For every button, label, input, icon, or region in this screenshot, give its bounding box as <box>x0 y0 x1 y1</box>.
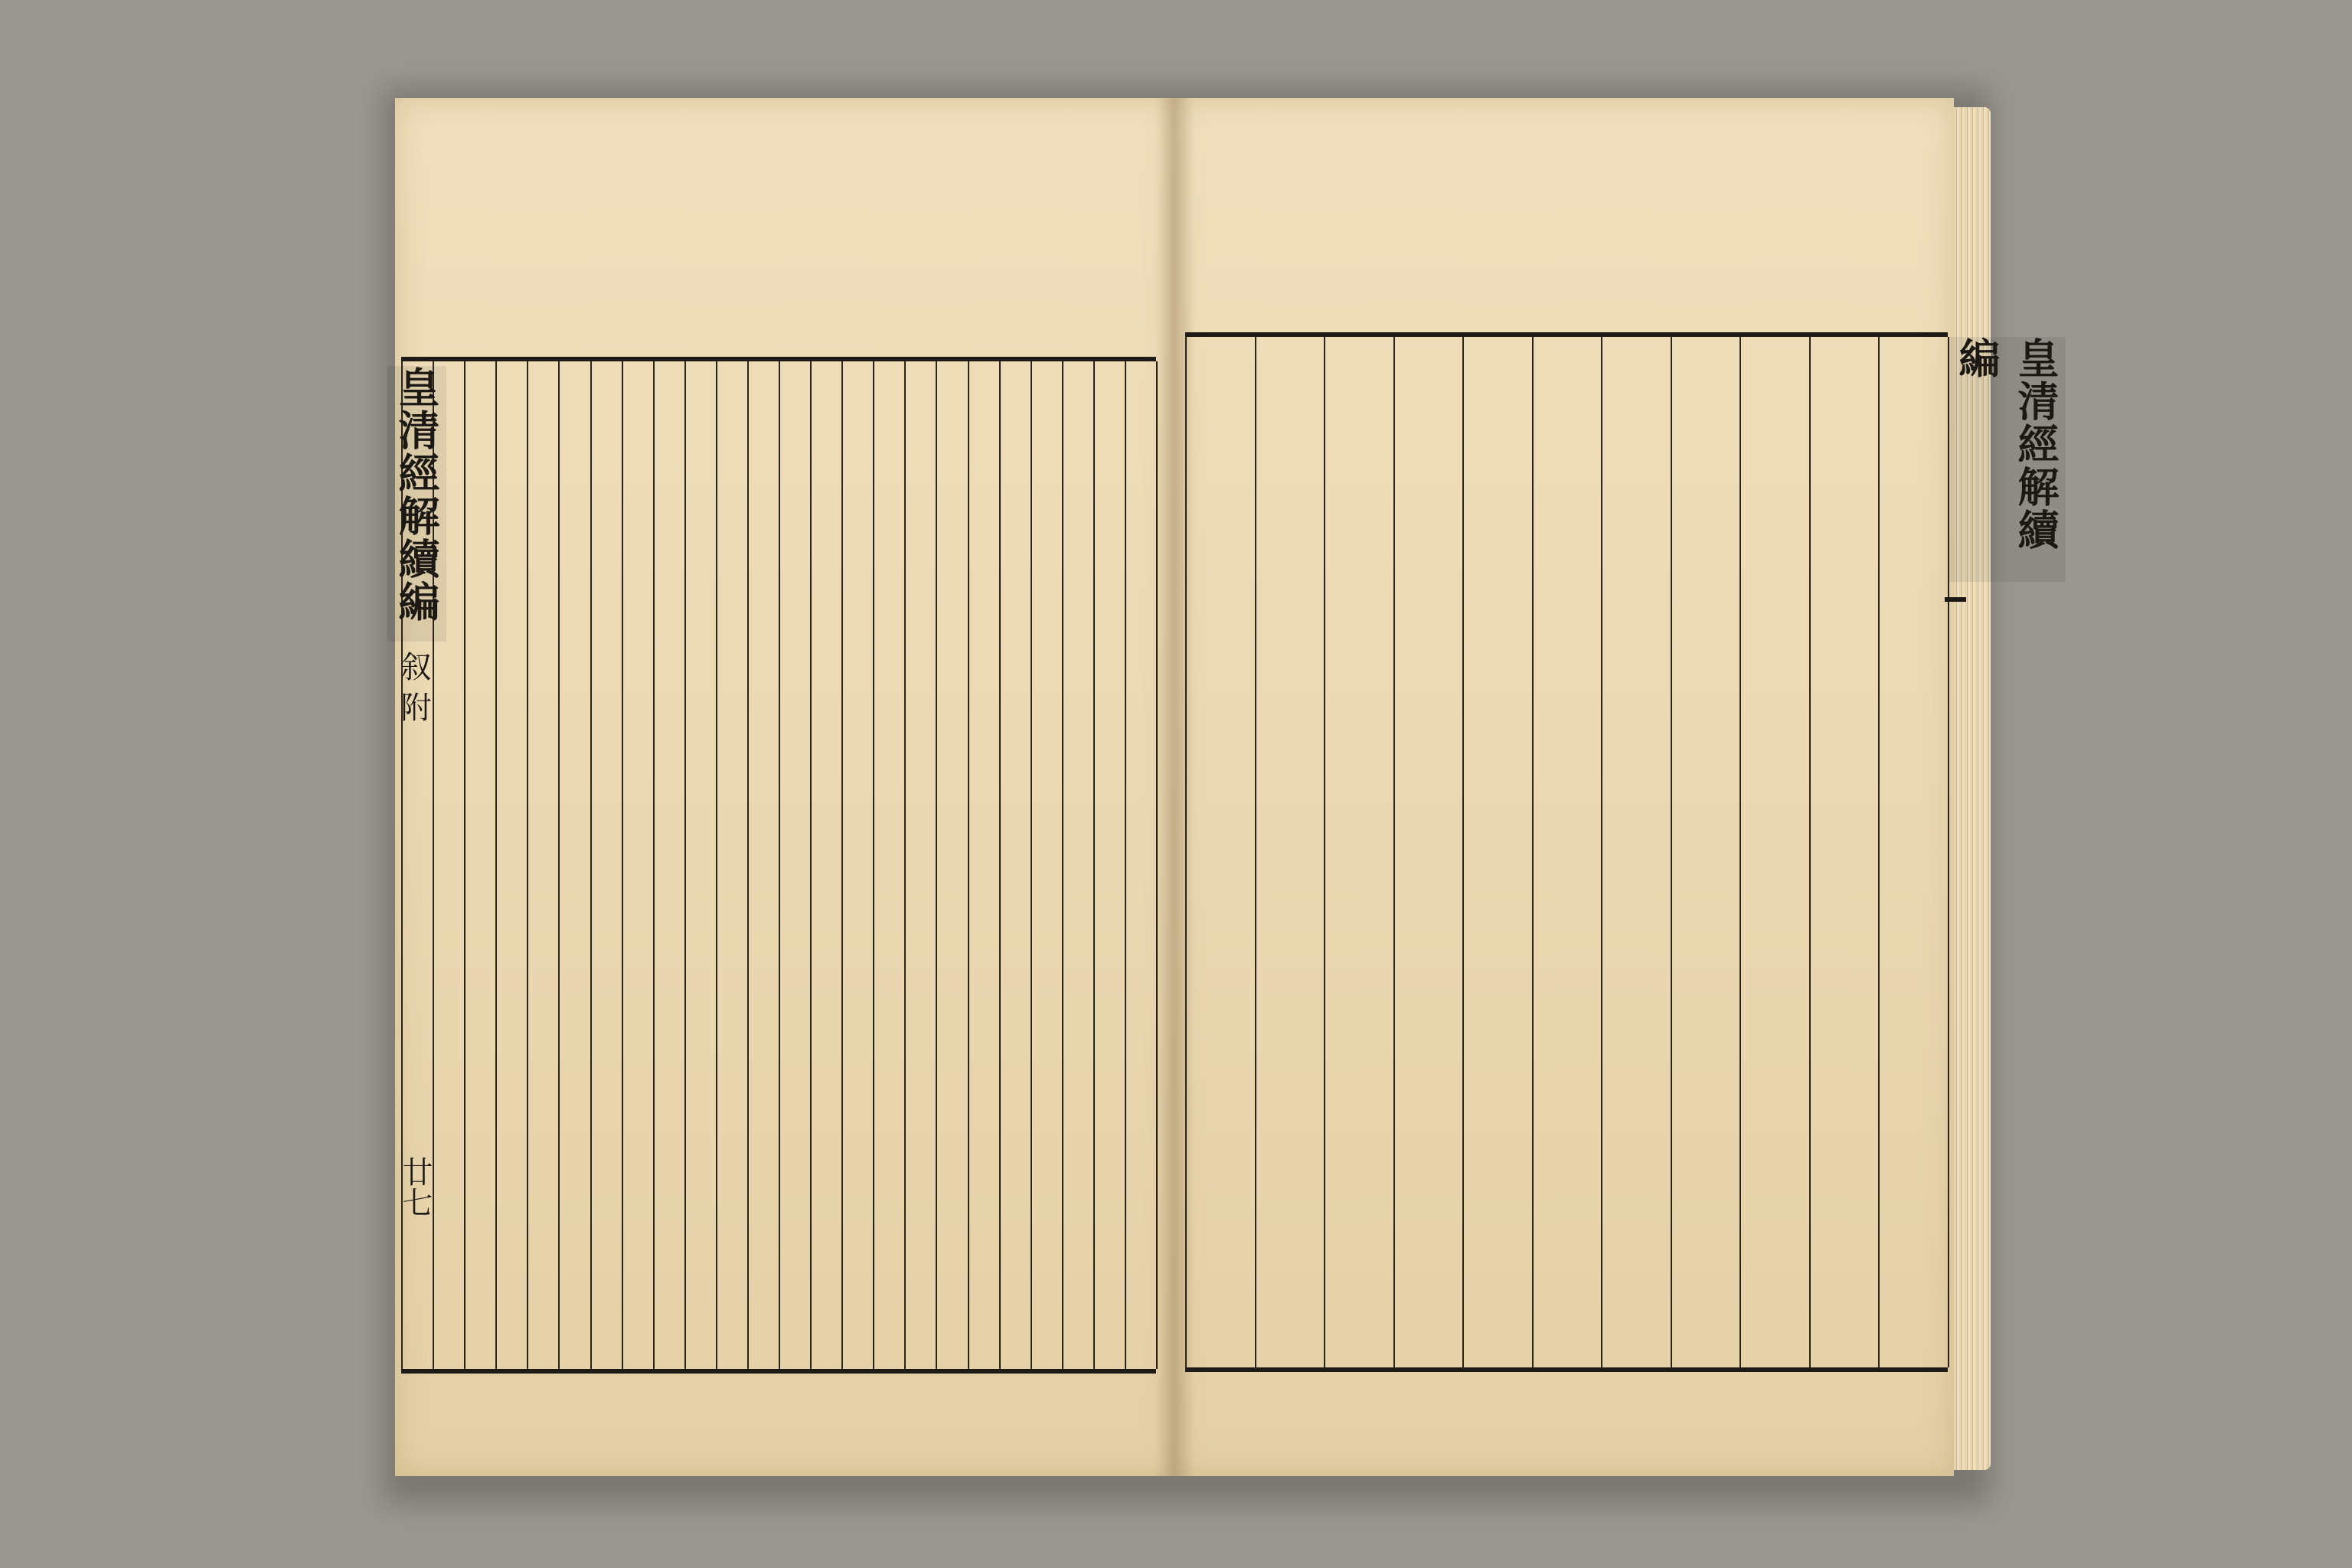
left-text-column <box>531 372 554 1358</box>
left-text-column <box>563 372 585 1358</box>
left-text-frame <box>401 357 1156 1374</box>
left-text-column <box>1035 372 1057 1358</box>
left-text-column <box>1098 372 1120 1358</box>
right-column-rule <box>1601 337 1602 1367</box>
right-text-column <box>1606 348 1666 1357</box>
right-text-frame <box>1185 332 1948 1372</box>
right-text-column <box>1398 348 1459 1357</box>
left-text-column <box>1129 372 1152 1358</box>
left-column-rule <box>873 361 874 1369</box>
faded-mark <box>1132 130 1223 176</box>
right-running-title: 皇清經解續編 <box>1948 337 2066 582</box>
right-column-rule <box>1324 337 1325 1367</box>
right-text-column <box>1190 348 1250 1357</box>
left-column-rule <box>1062 361 1063 1369</box>
left-column-rule <box>684 361 686 1369</box>
right-column-rule <box>1878 337 1880 1367</box>
left-text-column <box>689 372 711 1358</box>
left-text-column <box>752 372 774 1358</box>
right-text-column <box>1883 348 1943 1357</box>
left-column-rule <box>810 361 812 1369</box>
left-folio: 廿七 <box>397 1156 433 1217</box>
page-edge-stack <box>1954 107 1991 1470</box>
left-text-column <box>940 372 962 1358</box>
left-column-rule <box>779 361 780 1369</box>
left-column-rule <box>1093 361 1095 1369</box>
right-column-rule <box>1462 337 1464 1367</box>
right-column-rule <box>1532 337 1534 1367</box>
left-section-mark: 叙 附 <box>396 651 431 722</box>
left-column-rule <box>999 361 1001 1369</box>
right-text-column <box>1814 348 1874 1357</box>
left-column-rule <box>936 361 937 1369</box>
left-text-column <box>658 372 680 1358</box>
left-column-rule <box>558 361 560 1369</box>
left-text-column <box>720 372 743 1358</box>
left-column-rule <box>527 361 528 1369</box>
right-column-rule <box>1809 337 1811 1367</box>
left-column-rule <box>747 361 749 1369</box>
left-text-column <box>1067 372 1089 1358</box>
left-column-rule <box>622 361 623 1369</box>
left-text-column <box>783 372 805 1358</box>
left-text-column <box>626 372 648 1358</box>
right-text-column <box>1328 348 1389 1357</box>
fold-mark <box>1945 597 1966 602</box>
left-text-column <box>469 372 491 1358</box>
right-text-column <box>1259 348 1320 1357</box>
right-text-column <box>1675 348 1736 1357</box>
left-column-rule <box>653 361 655 1369</box>
left-text-column <box>500 372 522 1358</box>
left-column-rule <box>716 361 717 1369</box>
right-text-column <box>1467 348 1527 1357</box>
right-column-rule <box>1185 337 1187 1367</box>
left-column-rule <box>590 361 592 1369</box>
left-column-rule <box>904 361 906 1369</box>
right-column-rule <box>1393 337 1395 1367</box>
left-running-title: 皇清經解續編 <box>387 366 446 642</box>
left-column-rule <box>1125 361 1126 1369</box>
left-text-column <box>972 372 995 1358</box>
right-column-rule <box>1671 337 1672 1367</box>
left-column-rule <box>841 361 843 1369</box>
left-text-column <box>1004 372 1026 1358</box>
left-text-column <box>846 372 868 1358</box>
left-text-column <box>909 372 931 1358</box>
right-text-column <box>1537 348 1597 1357</box>
right-column-rule <box>1740 337 1741 1367</box>
right-column-rule <box>1255 337 1256 1367</box>
right-text-column <box>1744 348 1805 1357</box>
left-text-column <box>877 372 900 1358</box>
left-text-column <box>595 372 617 1358</box>
left-column-rule <box>1156 361 1158 1369</box>
left-column-rule <box>1031 361 1032 1369</box>
left-column-rule <box>495 361 497 1369</box>
left-text-column <box>815 372 837 1358</box>
left-column-rule <box>464 361 466 1369</box>
left-column-rule <box>968 361 969 1369</box>
